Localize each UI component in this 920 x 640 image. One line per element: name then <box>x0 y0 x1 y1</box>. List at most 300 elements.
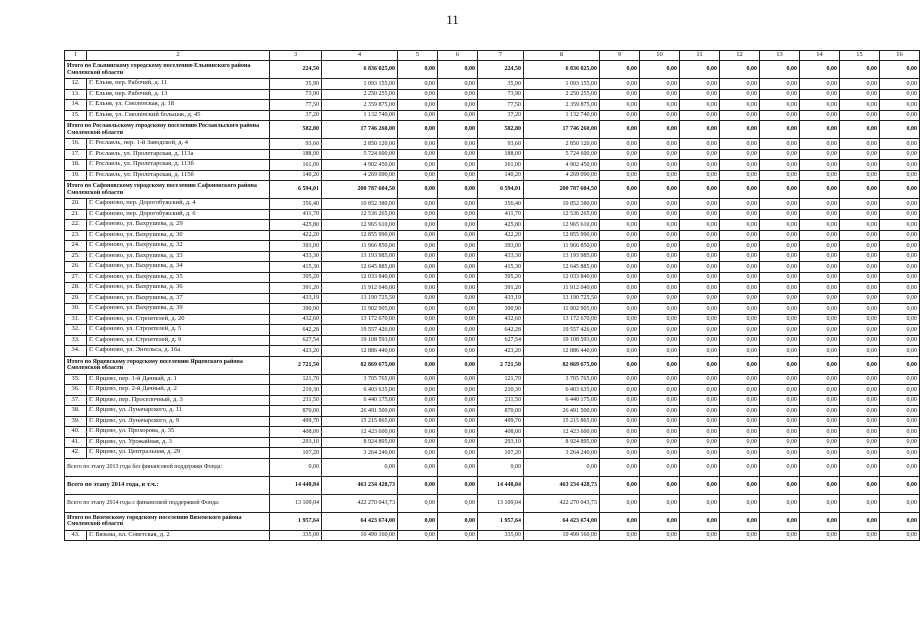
value-cell: 0,00 <box>600 356 640 374</box>
value-cell: 0,00 <box>438 335 478 346</box>
value-cell: 0,00 <box>720 61 760 79</box>
row-number: 23. <box>65 230 87 241</box>
value-cell: 0,00 <box>680 494 720 512</box>
value-cell: 0,00 <box>438 170 478 181</box>
table-row <box>65 448 920 459</box>
value-cell: 121,70 <box>270 374 322 385</box>
value-cell: 0,00 <box>720 121 760 139</box>
address-cell: Г. Рославль, ул. Пролетарская, д. 113б <box>87 160 270 171</box>
value-cell: 0,00 <box>880 149 920 160</box>
value-cell: 13 172 670,00 <box>322 314 398 325</box>
value-cell: 0,00 <box>760 209 800 220</box>
value-cell: 0,00 <box>720 346 760 357</box>
value-cell: 0,00 <box>880 346 920 357</box>
value-cell: 0,00 <box>800 512 840 530</box>
value-cell: 161,00 <box>270 160 322 171</box>
value-cell: 0,00 <box>680 220 720 231</box>
value-cell: 0,00 <box>880 262 920 273</box>
value-cell: 0,00 <box>600 121 640 139</box>
value-cell: 0,00 <box>720 283 760 294</box>
value-cell: 0,00 <box>600 272 640 283</box>
value-cell: 107,20 <box>478 448 524 459</box>
table-row <box>65 437 920 448</box>
value-cell: 0,00 <box>760 325 800 336</box>
value-cell: 11 912 040,00 <box>524 283 600 294</box>
table-row <box>65 325 920 336</box>
value-cell: 0,00 <box>800 283 840 294</box>
value-cell: 0,00 <box>760 494 800 512</box>
value-cell: 0,00 <box>880 181 920 199</box>
value-cell: 0,00 <box>438 61 478 79</box>
value-cell: 0,00 <box>640 230 680 241</box>
value-cell: 411,70 <box>270 209 322 220</box>
value-cell: 0,00 <box>438 530 478 541</box>
row-number: 19. <box>65 170 87 181</box>
value-cell: 0,00 <box>720 160 760 171</box>
value-cell: 356,40 <box>270 199 322 210</box>
value-cell: 0,00 <box>840 395 880 406</box>
value-cell: 4 902 450,00 <box>322 160 398 171</box>
value-cell: 0,00 <box>720 79 760 90</box>
value-cell: 19 557 426,00 <box>524 325 600 336</box>
value-cell: 0,00 <box>680 427 720 438</box>
address-cell: Г. Ельня, пер. Рабочий, д. 13 <box>87 89 270 100</box>
value-cell: 499,70 <box>478 416 524 427</box>
value-cell: 0,00 <box>680 89 720 100</box>
value-cell: 0,00 <box>600 262 640 273</box>
table-row <box>65 160 920 171</box>
value-cell: 2 250 255,00 <box>322 89 398 100</box>
value-cell: 0,00 <box>680 251 720 262</box>
value-cell: 0,00 <box>800 241 840 252</box>
value-cell: 0,00 <box>600 110 640 121</box>
value-cell: 415,30 <box>478 262 524 273</box>
value-cell: 3 264 240,00 <box>524 448 600 459</box>
value-cell: 0,00 <box>880 448 920 459</box>
table-body <box>65 61 920 541</box>
value-cell: 870,00 <box>478 406 524 417</box>
value-cell: 0,00 <box>600 139 640 150</box>
value-cell: 0,00 <box>398 61 438 79</box>
value-cell: 0,00 <box>880 199 920 210</box>
value-cell: 0,00 <box>680 374 720 385</box>
value-cell: 0,00 <box>600 437 640 448</box>
address-cell: Г. Ярцево, пер. Проселочный, д. 3 <box>87 395 270 406</box>
value-cell: 0,00 <box>840 437 880 448</box>
value-cell: 0,00 <box>398 262 438 273</box>
value-cell: 0,00 <box>600 251 640 262</box>
value-cell: 8 924 895,00 <box>322 437 398 448</box>
value-cell: 0,00 <box>800 110 840 121</box>
value-cell: 0,00 <box>438 346 478 357</box>
value-cell: 0,00 <box>760 181 800 199</box>
subtotal-label: Итого по Вяземскому городскому поселению Вяземского района Смоленской области <box>65 512 270 530</box>
table-row <box>65 374 920 385</box>
value-cell: 0,00 <box>398 448 438 459</box>
value-cell: 0,00 <box>600 346 640 357</box>
value-cell: 0,00 <box>840 283 880 294</box>
value-cell: 0,00 <box>720 476 760 494</box>
value-cell: 140,20 <box>478 170 524 181</box>
value-cell: 411,70 <box>478 209 524 220</box>
column-header: 9 <box>600 51 640 61</box>
value-cell: 0,00 <box>720 395 760 406</box>
value-cell: 0,00 <box>438 110 478 121</box>
value-cell: 0,00 <box>398 335 438 346</box>
value-cell: 0,00 <box>640 149 680 160</box>
value-cell: 0,00 <box>760 121 800 139</box>
value-cell: 0,00 <box>760 89 800 100</box>
value-cell: 0,00 <box>680 416 720 427</box>
value-cell: 0,00 <box>680 356 720 374</box>
value-cell: 0,00 <box>880 230 920 241</box>
value-cell: 627,54 <box>478 335 524 346</box>
value-cell: 0,00 <box>478 458 524 476</box>
value-cell: 0,00 <box>640 314 680 325</box>
value-cell: 0,00 <box>760 416 800 427</box>
value-cell: 0,00 <box>680 79 720 90</box>
value-cell: 0,00 <box>640 385 680 396</box>
value-cell: 2 359 875,00 <box>322 100 398 111</box>
value-cell: 0,00 <box>800 220 840 231</box>
value-cell: 0,00 <box>800 448 840 459</box>
value-cell: 6 836 025,00 <box>322 61 398 79</box>
address-cell: Г. Ярцево, ул. Урожайная, д. 3 <box>87 437 270 448</box>
value-cell: 0,00 <box>720 314 760 325</box>
value-cell: 0,00 <box>800 437 840 448</box>
value-cell: 0,00 <box>880 251 920 262</box>
value-cell: 0,00 <box>720 230 760 241</box>
value-cell: 0,00 <box>640 262 680 273</box>
value-cell: 0,00 <box>760 272 800 283</box>
value-cell: 0,00 <box>640 356 680 374</box>
value-cell: 0,00 <box>398 385 438 396</box>
value-cell: 0,00 <box>640 160 680 171</box>
value-cell: 0,00 <box>438 100 478 111</box>
row-number: 38. <box>65 406 87 417</box>
table-row <box>65 220 920 231</box>
value-cell: 224,50 <box>478 61 524 79</box>
value-cell: 0,00 <box>720 170 760 181</box>
value-cell: 64 423 674,00 <box>322 512 398 530</box>
value-cell: 12 965 610,00 <box>322 220 398 231</box>
value-cell: 12 855 990,00 <box>322 230 398 241</box>
value-cell: 293,10 <box>270 437 322 448</box>
value-cell: 0,00 <box>600 427 640 438</box>
value-cell: 0,00 <box>760 149 800 160</box>
value-cell: 0,00 <box>640 406 680 417</box>
value-cell: 1 957,64 <box>478 512 524 530</box>
value-cell: 224,50 <box>270 61 322 79</box>
value-cell: 0,00 <box>600 314 640 325</box>
value-cell: 4 902 450,00 <box>524 160 600 171</box>
value-cell: 0,00 <box>840 374 880 385</box>
value-cell: 11 902 905,00 <box>524 304 600 315</box>
value-cell: 0,00 <box>840 314 880 325</box>
value-cell: 0,00 <box>600 241 640 252</box>
value-cell: 390,90 <box>270 304 322 315</box>
value-cell: 0,00 <box>438 406 478 417</box>
value-cell: 0,00 <box>760 385 800 396</box>
address-cell: Г. Рославль, ул. Пролетарская, д. 115б <box>87 170 270 181</box>
subtotal-row <box>65 356 920 374</box>
value-cell: 0,00 <box>680 100 720 111</box>
value-cell: 11 966 850,00 <box>524 241 600 252</box>
table-row <box>65 314 920 325</box>
value-cell: 15 215 865,00 <box>322 416 398 427</box>
value-cell: 0,00 <box>680 304 720 315</box>
value-cell: 0,00 <box>720 293 760 304</box>
value-cell: 0,00 <box>398 283 438 294</box>
value-cell: 13 190 725,50 <box>524 293 600 304</box>
value-cell: 0,00 <box>600 458 640 476</box>
subtotal-label: Всего по этапу 2013 года без финансовой поддержки Фонда: <box>65 458 270 476</box>
column-header: 13 <box>760 51 800 61</box>
value-cell: 211,50 <box>478 395 524 406</box>
value-cell: 0,00 <box>398 374 438 385</box>
value-cell: 0,00 <box>438 458 478 476</box>
table-row <box>65 209 920 220</box>
value-cell: 0,00 <box>840 89 880 100</box>
value-cell: 0,00 <box>398 494 438 512</box>
table-row <box>65 395 920 406</box>
value-cell: 73,90 <box>270 89 322 100</box>
value-cell: 0,00 <box>840 406 880 417</box>
value-cell: 0,00 <box>840 110 880 121</box>
address-cell: Г. Ярцево, ул. Луначарского, д. 11 <box>87 406 270 417</box>
value-cell: 0,00 <box>880 283 920 294</box>
value-cell: 0,00 <box>600 448 640 459</box>
address-cell: Г. Сафоново, ул. Строителей, д. 9 <box>87 335 270 346</box>
value-cell: 356,40 <box>478 199 524 210</box>
value-cell: 26 491 500,00 <box>322 406 398 417</box>
value-cell: 0,00 <box>600 512 640 530</box>
value-cell: 0,00 <box>800 395 840 406</box>
value-cell: 0,00 <box>720 385 760 396</box>
value-cell: 0,00 <box>438 304 478 315</box>
value-cell: 0,00 <box>438 79 478 90</box>
column-header: 1 <box>65 51 87 61</box>
row-number: 29. <box>65 293 87 304</box>
value-cell: 6 440 175,00 <box>524 395 600 406</box>
value-cell: 0,00 <box>640 170 680 181</box>
value-cell: 0,00 <box>680 476 720 494</box>
value-cell: 0,00 <box>600 181 640 199</box>
value-cell: 0,00 <box>880 100 920 111</box>
value-cell: 1 132 740,00 <box>524 110 600 121</box>
address-cell: Г. Сафоново, ул. Энгельса, д. 16а <box>87 346 270 357</box>
value-cell: 0,00 <box>840 494 880 512</box>
row-number: 33. <box>65 335 87 346</box>
value-cell: 0,00 <box>800 272 840 283</box>
value-cell: 13 109,04 <box>478 494 524 512</box>
table-row <box>65 283 920 294</box>
row-number: 34. <box>65 346 87 357</box>
value-cell: 0,00 <box>760 356 800 374</box>
subtotal-row <box>65 181 920 199</box>
table-row <box>65 304 920 315</box>
value-cell: 423,20 <box>478 346 524 357</box>
value-cell: 0,00 <box>640 241 680 252</box>
column-header: 6 <box>438 51 478 61</box>
subtotal-row <box>65 494 920 512</box>
value-cell: 0,00 <box>720 325 760 336</box>
value-cell: 0,00 <box>398 251 438 262</box>
value-cell: 0,00 <box>322 458 398 476</box>
value-cell: 0,00 <box>680 437 720 448</box>
value-cell: 0,00 <box>840 61 880 79</box>
value-cell: 0,00 <box>680 230 720 241</box>
value-cell: 0,00 <box>438 160 478 171</box>
subtotal-label: Итого по Сафоновскому городскому поселению Сафоновского района Смоленской области <box>65 181 270 199</box>
value-cell: 0,00 <box>680 121 720 139</box>
value-cell: 0,00 <box>760 160 800 171</box>
value-cell: 0,00 <box>720 458 760 476</box>
value-cell: 0,00 <box>800 293 840 304</box>
value-cell: 0,00 <box>800 160 840 171</box>
value-cell: 0,00 <box>840 241 880 252</box>
address-cell: Г. Сафоново, ул. Строителей, д. 5 <box>87 325 270 336</box>
value-cell: 0,00 <box>800 427 840 438</box>
value-cell: 188,00 <box>478 149 524 160</box>
table-row <box>65 139 920 150</box>
value-cell: 0,00 <box>398 181 438 199</box>
value-cell: 161,00 <box>478 160 524 171</box>
value-cell: 107,20 <box>270 448 322 459</box>
value-cell: 0,00 <box>438 121 478 139</box>
table-row <box>65 427 920 438</box>
value-cell: 0,00 <box>438 293 478 304</box>
value-cell: 0,00 <box>438 437 478 448</box>
grand-total-row <box>65 476 920 494</box>
subtotal-row <box>65 512 920 530</box>
page-number: 11 <box>446 12 459 27</box>
value-cell: 0,00 <box>600 494 640 512</box>
column-header: 16 <box>880 51 920 61</box>
value-cell: 0,00 <box>680 512 720 530</box>
column-header: 5 <box>398 51 438 61</box>
value-cell: 0,00 <box>438 139 478 150</box>
value-cell: 0,00 <box>840 262 880 273</box>
value-cell: 13 109,04 <box>270 494 322 512</box>
value-cell: 1 132 740,00 <box>322 110 398 121</box>
value-cell: 0,00 <box>680 385 720 396</box>
value-cell: 0,00 <box>680 209 720 220</box>
value-cell: 12 965 610,00 <box>524 220 600 231</box>
value-cell: 5 724 600,00 <box>524 149 600 160</box>
value-cell: 0,00 <box>600 199 640 210</box>
value-cell: 0,00 <box>720 181 760 199</box>
value-cell: 0,00 <box>880 220 920 231</box>
value-cell: 0,00 <box>760 304 800 315</box>
value-cell: 0,00 <box>398 325 438 336</box>
value-cell: 121,70 <box>478 374 524 385</box>
value-cell: 642,28 <box>478 325 524 336</box>
value-cell: 0,00 <box>398 209 438 220</box>
value-cell: 463 234 428,73 <box>524 476 600 494</box>
table-row <box>65 262 920 273</box>
address-cell: Г. Ярцево, ул. Луначарского, д. 9 <box>87 416 270 427</box>
address-cell: Г. Сафоново, ул. Вахрушева, д. 36 <box>87 283 270 294</box>
value-cell: 0,00 <box>880 385 920 396</box>
value-cell: 0,00 <box>800 335 840 346</box>
value-cell: 0,00 <box>720 437 760 448</box>
value-cell: 395,20 <box>478 272 524 283</box>
value-cell: 0,00 <box>800 406 840 417</box>
value-cell: 0,00 <box>720 374 760 385</box>
value-cell: 0,00 <box>720 272 760 283</box>
value-cell: 0,00 <box>680 448 720 459</box>
value-cell: 0,00 <box>720 356 760 374</box>
table-row <box>65 272 920 283</box>
value-cell: 0,00 <box>760 79 800 90</box>
value-cell: 64 423 674,00 <box>524 512 600 530</box>
value-cell: 5 724 600,00 <box>322 149 398 160</box>
value-cell: 0,00 <box>720 262 760 273</box>
value-cell: 0,00 <box>640 325 680 336</box>
value-cell: 0,00 <box>840 230 880 241</box>
value-cell: 0,00 <box>760 293 800 304</box>
value-cell: 0,00 <box>720 110 760 121</box>
address-cell: Г. Ельня, ул. Смоленская, д. 18 <box>87 100 270 111</box>
value-cell: 0,00 <box>720 209 760 220</box>
value-cell: 393,00 <box>478 241 524 252</box>
value-cell: 0,00 <box>840 251 880 262</box>
value-cell: 425,80 <box>270 220 322 231</box>
value-cell: 0,00 <box>800 476 840 494</box>
value-cell: 0,00 <box>640 220 680 231</box>
column-header: 11 <box>680 51 720 61</box>
value-cell: 93,60 <box>270 139 322 150</box>
value-cell: 0,00 <box>680 61 720 79</box>
value-cell: 0,00 <box>640 304 680 315</box>
value-cell: 0,00 <box>398 416 438 427</box>
value-cell: 0,00 <box>398 304 438 315</box>
value-cell: 14 448,84 <box>270 476 322 494</box>
header-row <box>65 51 920 61</box>
value-cell: 0,00 <box>800 89 840 100</box>
value-cell: 0,00 <box>680 181 720 199</box>
value-cell: 422,20 <box>270 230 322 241</box>
column-header: 7 <box>478 51 524 61</box>
value-cell: 0,00 <box>640 139 680 150</box>
value-cell: 13 193 985,00 <box>322 251 398 262</box>
value-cell: 0,00 <box>640 512 680 530</box>
value-cell: 0,00 <box>640 89 680 100</box>
value-cell: 0,00 <box>640 494 680 512</box>
value-cell: 0,00 <box>600 304 640 315</box>
value-cell: 0,00 <box>760 346 800 357</box>
value-cell: 17 746 260,00 <box>524 121 600 139</box>
value-cell: 12 423 600,00 <box>322 427 398 438</box>
value-cell: 0,00 <box>880 416 920 427</box>
value-cell: 0,00 <box>398 346 438 357</box>
value-cell: 0,00 <box>398 170 438 181</box>
value-cell: 0,00 <box>880 356 920 374</box>
value-cell: 12 645 885,00 <box>322 262 398 273</box>
value-cell: 13 172 670,00 <box>524 314 600 325</box>
address-cell: Г. Ярцево, пер. 1-й Дачный, д. 1 <box>87 374 270 385</box>
value-cell: 0,00 <box>760 448 800 459</box>
table-row <box>65 230 920 241</box>
value-cell: 140,20 <box>270 170 322 181</box>
value-cell: 0,00 <box>760 530 800 541</box>
value-cell: 293,10 <box>478 437 524 448</box>
value-cell: 19 557 426,00 <box>322 325 398 336</box>
value-cell: 0,00 <box>680 199 720 210</box>
value-cell: 6 403 635,00 <box>322 385 398 396</box>
value-cell: 0,00 <box>720 494 760 512</box>
